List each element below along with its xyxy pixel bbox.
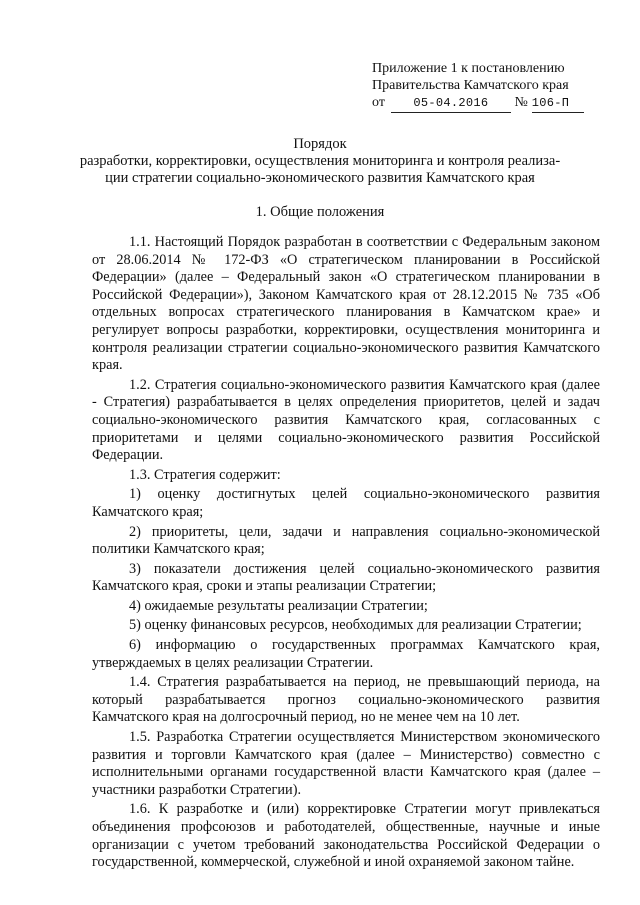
document-body: [92, 234, 600, 872]
number-label: №: [514, 95, 528, 110]
list-item-6: 6) информацию о государственных программах Камчатского края, утверждаемых в целях реализации Стратегии.: [92, 637, 600, 671]
list-item-2: 2) приоритеты, цели, задачи и направления социально-экономической политики Камчатского края;: [92, 523, 600, 558]
from-label: от: [372, 95, 385, 110]
paragraph-1-2: 1.2. Стратегия социально-экономического развития Камчатского края (далее - Стратегия) разрабатывается в целях определения приоритетов, целей и задач социально-экономического развития Камчатского края, согласованных с приоритетами и целями социально-экономического развития Российской Федерации.: [92, 376, 600, 464]
document-title: [70, 136, 570, 187]
resolution-number: 106-П: [532, 95, 584, 113]
approval-stamp: [372, 60, 612, 113]
title-line-1: Порядок: [293, 136, 347, 152]
list-item-4: 4) ожидаемые результаты реализации Стратегии;: [129, 597, 428, 614]
approval-line-1: Приложение 1 к постановлению: [372, 61, 565, 76]
list-item-1: 1) оценку достигнутых целей социально-экономического развития Камчатского края;: [92, 486, 600, 520]
approval-line-2: Правительства Камчатского края: [372, 78, 569, 93]
title-line-3: ции стратегии социально-экономического развития Камчатского края: [105, 170, 535, 186]
paragraph-1-6: 1.6. К разработке и (или) корректировке Стратегии могут привлекаться объединения профсоюзов и работодателей, общественные, научные и иные организации с учетом требований законодательства Российской Федерации о государственной, коммерческой, служебной и иной охраняемой законом тайне.: [92, 801, 600, 871]
approval-line-3: [372, 94, 612, 113]
list-item-5: 5) оценку финансовых ресурсов, необходимых для реализации Стратегии;: [129, 617, 582, 634]
paragraph-1-4: 1.4. Стратегия разрабатывается на период, не превышающий периода, на который разрабатывается прогноз социально-экономического развития Камчатского края на долгосрочный период, но не менее чем на 10 лет.: [92, 674, 600, 726]
paragraph-1-1: 1.1. Настоящий Порядок разработан в соответствии с Федеральным законом от 28.06.2014 № 172-ФЗ «О стратегическом планировании в Российской Федерации» (далее – Федеральный закон «О стратегическом планировании в Российской Федерации»), Законом Камчатского края от 28.12.2015 № 735 «Об отдельных вопросах стратегического планирования в Камчатском крае» и регулирует вопросы разработки, корректировки, осуществления мониторинга и контроля реализации стратегии социально-экономического развития Камчатского края.: [92, 234, 600, 374]
title-line-2: разработки, корректировки, осуществления мониторинга и контроля реализа-: [79, 153, 561, 169]
paragraph-1-5: 1.5. Разработка Стратегии осуществляется Министерством экономического развития и торговли Камчатского края (далее – Министерство) совместно с исполнительными органами государственной власти Камчатского края (далее – участники разработки Стратегии).: [92, 729, 600, 798]
list-item-3: 3) показатели достижения целей социально-экономического развития Камчатского края, сроки и этапы реализации Стратегии;: [92, 560, 600, 595]
section-heading: 1. Общие положения: [255, 204, 385, 220]
resolution-date: 05-04.2016: [391, 95, 511, 113]
paragraph-1-3: 1.3. Стратегия содержит:: [129, 466, 281, 483]
